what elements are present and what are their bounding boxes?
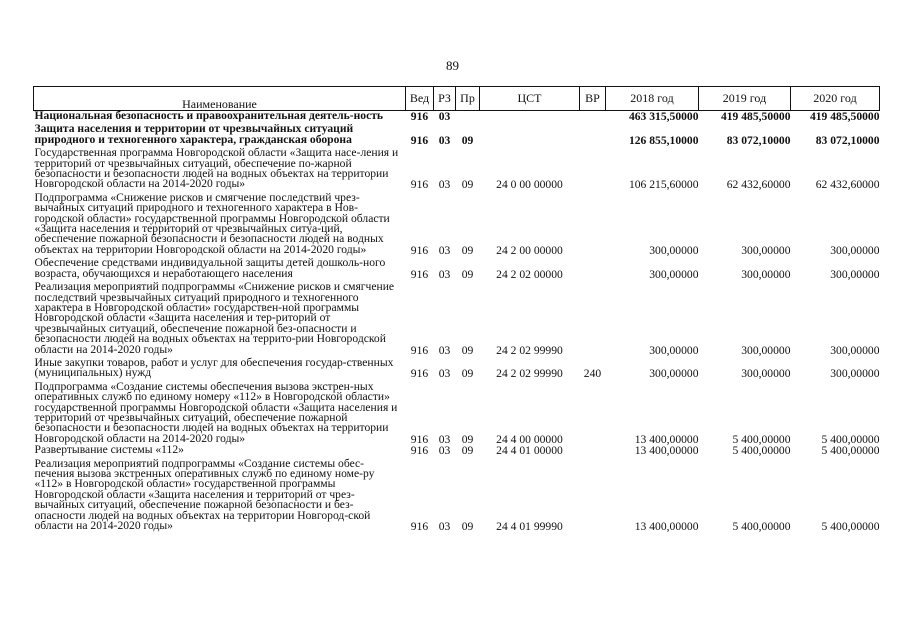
row-2018: 13 400,00000 xyxy=(634,520,699,534)
row-rz: 03 xyxy=(438,432,451,446)
row-rz: 03 xyxy=(438,444,451,458)
row-pr: 09 xyxy=(461,444,474,458)
row-2020: 300,00000 xyxy=(830,343,880,357)
row-ved: 916 xyxy=(410,444,429,458)
row-2019: 5 400,00000 xyxy=(732,520,791,534)
row-2018: 300,00000 xyxy=(649,367,699,381)
row-2018: 13 400,00000 xyxy=(634,444,699,458)
row-ved: 916 xyxy=(410,267,429,281)
row-2020: 5 400,00000 xyxy=(821,444,880,458)
row-2019: 5 400,00000 xyxy=(732,444,791,458)
header-2020: 2020 год xyxy=(791,87,880,111)
header-ved: Вед xyxy=(406,87,434,111)
row-name: Развертывание системы «112» xyxy=(34,443,184,457)
row-ved: 916 xyxy=(410,243,429,257)
row-2018: 126 855,10000 xyxy=(628,133,699,147)
row-2019: 83 072,10000 xyxy=(726,133,791,147)
table-row xyxy=(34,445,880,456)
row-vr xyxy=(580,380,606,445)
row-vr xyxy=(580,256,606,280)
row-2018: 300,00000 xyxy=(649,243,699,257)
row-2020: 5 400,00000 xyxy=(821,520,880,534)
table-row xyxy=(34,380,880,445)
table-row xyxy=(34,111,880,123)
row-ved: 916 xyxy=(410,520,429,534)
row-rz: 03 xyxy=(438,520,451,534)
table-header-row xyxy=(34,87,880,111)
row-name: Иные закупки товаров, работ и услуг для обеспечения государ-ственных (муниципальных) нужд xyxy=(34,355,394,380)
row-pr: 09 xyxy=(461,267,474,281)
row-2020: 300,00000 xyxy=(830,367,880,381)
header-2019: 2019 год xyxy=(699,87,791,111)
budget-table xyxy=(33,86,880,532)
table-row xyxy=(34,122,880,146)
row-ved: 916 xyxy=(410,110,429,123)
row-2019: 62 432,60000 xyxy=(726,178,791,192)
header-rz: РЗ xyxy=(434,87,456,111)
row-name: Подпрограмма «Создание системы обеспечения вызова экстрен-ных оперативных служб по единому номеру «112» в Новгородской области» государственной программы Новгородской области «Защита населения и территорий от чрезвычайных ситуаций, обеспечение пожарной безопасности и безопасности людей на водных объектах на территории Новгородской области на 2014-2020 годы» xyxy=(34,379,398,445)
row-rz: 03 xyxy=(438,343,451,357)
row-vr xyxy=(580,457,606,533)
row-vr xyxy=(580,122,606,146)
row-pr: 09 xyxy=(461,133,474,147)
row-ved: 916 xyxy=(410,367,429,381)
row-name: Защита населения и территории от чрезвычайных ситуаций природного и техногенного характера, гражданская оборона xyxy=(34,122,354,146)
row-2020: 62 432,60000 xyxy=(815,178,880,192)
row-2019: 300,00000 xyxy=(741,343,791,357)
row-2020: 83 072,10000 xyxy=(815,133,880,147)
table-row xyxy=(34,280,880,356)
table-row xyxy=(34,191,880,256)
row-cst: 24 2 02 99990 xyxy=(496,343,563,357)
row-pr: 09 xyxy=(461,243,474,257)
row-2019: 300,00000 xyxy=(741,267,791,281)
row-2019: 300,00000 xyxy=(741,367,791,381)
row-ved: 916 xyxy=(410,343,429,357)
row-2020: 300,00000 xyxy=(830,243,880,257)
row-vr xyxy=(580,280,606,356)
row-name: Государственная программа Новгородской области «Защита насе-ления и территорий от чрезвычайных ситуаций, обеспечение по-жарной безопасности и безопасности людей на водных объектах на территории Новгородской области на 2014-2020 годы» xyxy=(34,146,399,191)
row-pr: 09 xyxy=(461,343,474,357)
row-cst: 24 2 02 00000 xyxy=(496,267,563,281)
row-name: Национальная безопасность и правоохранительная деятель-ность xyxy=(34,109,384,122)
row-pr: 09 xyxy=(461,178,474,192)
row-cst: 24 2 02 99990 xyxy=(496,367,563,381)
row-2020: 300,00000 xyxy=(830,267,880,281)
row-cst xyxy=(480,122,580,146)
header-cst: ЦСТ xyxy=(480,87,580,111)
row-pr: 09 xyxy=(461,432,474,446)
row-2018: 300,00000 xyxy=(649,343,699,357)
row-pr xyxy=(456,111,480,123)
row-2018: 13 400,00000 xyxy=(634,432,699,446)
table-row xyxy=(34,457,880,533)
page-number: 89 xyxy=(446,58,459,73)
row-rz: 03 xyxy=(438,110,451,123)
row-pr: 09 xyxy=(461,520,474,534)
row-name: Реализация мероприятий подпрограммы «Снижение рисков и смягчение последствий чрезвычайных ситуаций природного и техногенного характера в Новгородской области» государствен-ной программы Новгородской области «Защита населения и тер-риторий от чрезвычайных ситуаций, обеспечение пожарной без-опасности и безопасности людей на водных объектах на террито-рии Новгородской области на 2014-2020 годы» xyxy=(34,280,395,356)
row-cst: 24 4 01 99990 xyxy=(496,520,563,534)
header-2018: 2018 год xyxy=(606,87,699,111)
header-pr: Пр xyxy=(456,87,480,111)
row-2018: 463 315,50000 xyxy=(628,110,699,123)
row-cst: 24 2 00 00000 xyxy=(496,243,563,257)
table-row xyxy=(34,356,880,380)
header-name: Наименование xyxy=(34,87,406,111)
row-vr: 240 xyxy=(583,367,602,381)
row-vr xyxy=(580,445,606,456)
row-ved: 916 xyxy=(410,178,429,192)
header-vr: ВР xyxy=(580,87,606,111)
row-2020: 5 400,00000 xyxy=(821,432,880,446)
row-vr xyxy=(580,111,606,123)
row-name: Реализация мероприятий подпрограммы «Создание системы обес-печения вызова экстренных оперативных служб по единому номе-ру «112» в Новгородской области» государственной программы Новгородской области «Защита населения и территорий от чрез-вычайных ситуаций, обеспечение пожарной безопасности и без-опасности людей на водных объектах на территории Новгород-ской области на 2014-2020 годы» xyxy=(34,456,375,533)
row-rz: 03 xyxy=(438,133,451,147)
row-vr xyxy=(580,146,606,191)
row-name: Подпрограмма «Снижение рисков и смягчение последствий чрез-вычайных ситуаций природного и техногенного характера в Нов-городской области» государственной программы Новгородской области «Защита населения и территорий от чрезвычайных ситуа-ций, обеспечение пожарной безопасности и безопасности людей на водных объектах на территории Новгородской области на 2014-2020 годы» xyxy=(34,190,390,256)
row-2019: 5 400,00000 xyxy=(732,432,791,446)
row-2018: 300,00000 xyxy=(649,267,699,281)
row-rz: 03 xyxy=(438,267,451,281)
row-2019: 419 485,50000 xyxy=(720,110,791,123)
row-vr xyxy=(580,191,606,256)
row-2018: 106 215,60000 xyxy=(628,178,699,192)
table-row xyxy=(34,146,880,191)
row-rz: 03 xyxy=(438,367,451,381)
row-name: Обеспечение средствами индивидуальной защиты детей дошколь-ного возраста, обучающихся и неработающего населения xyxy=(34,256,386,280)
row-2020: 419 485,50000 xyxy=(809,110,880,123)
row-rz: 03 xyxy=(438,178,451,192)
table-row xyxy=(34,256,880,280)
row-rz: 03 xyxy=(438,243,451,257)
row-cst xyxy=(480,111,580,123)
row-ved: 916 xyxy=(410,432,429,446)
row-cst: 24 4 01 00000 xyxy=(496,444,563,458)
row-ved: 916 xyxy=(410,133,429,147)
row-2019: 300,00000 xyxy=(741,243,791,257)
row-pr: 09 xyxy=(461,367,474,381)
row-cst: 24 4 00 00000 xyxy=(496,432,563,446)
row-cst: 24 0 00 00000 xyxy=(496,178,563,192)
